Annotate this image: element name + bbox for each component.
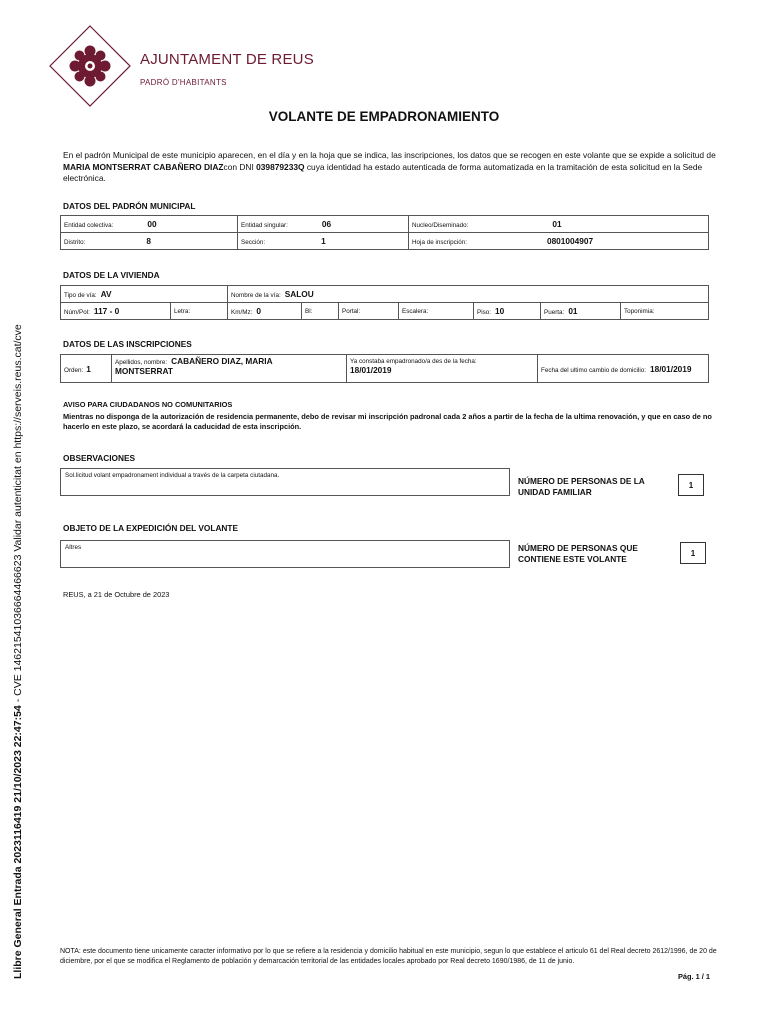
org-name: AJUNTAMENT DE REUS xyxy=(140,51,314,68)
padron-table xyxy=(60,215,709,250)
org-subtitle: PADRÓ D'HABITANTS xyxy=(140,78,227,87)
section-vivienda-heading: DATOS DE LA VIVIENDA xyxy=(63,270,160,280)
observaciones-box: Sol.licitud volant empadronament individual a través de la carpeta ciutadana. xyxy=(60,468,510,496)
ajuntament-reus-logo xyxy=(48,24,132,108)
nombre-via-cell: Nombre de la vía: SALOU xyxy=(228,286,709,303)
aviso-title: AVISO PARA CIUDADANOS NO COMUNITARIOS xyxy=(63,400,233,409)
letra-cell: Letra: xyxy=(171,303,228,320)
orden-cell: Orden: 1 xyxy=(61,355,112,383)
legal-note: NOTA: este documento tiene unicamente caracter informativo por lo que se refiere a la residencia y domicilio habitual en este municipio, segun lo que establece el articulo 61 del Real decreto 2612/1996, de 20 de diciembre, por el que se modifica el Reglamento de población y demarcación territorial de las entidades locales aprobado por Real decreto 1690/1986, de 11 de junio. xyxy=(60,948,717,965)
distrito-cell: Distrito: 8 xyxy=(61,233,238,250)
inscripciones-table xyxy=(60,354,709,383)
section-inscripciones-heading: DATOS DE LAS INSCRIPCIONES xyxy=(63,339,192,349)
puerta-cell: Puerta: 01 xyxy=(541,303,621,320)
issue-date: REUS, a 21 de Octubre de 2023 xyxy=(63,590,170,599)
cambio-cell: Fecha del ultimo cambio de domicilio: 18/01/2019 xyxy=(538,355,709,383)
constaba-cell: Ya constaba empadronado/a des de la fecha: 18/01/2019 xyxy=(347,355,538,383)
aviso-text: Mientras no disponga de la autorización de residencia permanente, debo de revisar mi inscripción padronal cada 2 años a partir de la fecha de la ultima renovación, y que en caso de no hacerlo en este plazo, se acordará la caducidad de esta inscripción. xyxy=(63,412,712,431)
toponimia-cell: Toponimia: xyxy=(621,303,709,320)
applicant-dni: 039879233Q xyxy=(256,161,305,172)
apellidos-cell: Apellidos, nombre: CABAÑERO DIAZ, MARIA MONTSERRAT xyxy=(112,355,347,383)
unidad-familiar-count: 1 xyxy=(678,474,704,496)
personas-volante-label: NÚMERO DE PERSONAS QUE CONTIENE ESTE VOLANTE xyxy=(518,543,638,564)
bl-cell: Bl: xyxy=(302,303,339,320)
section-padron-heading: DATOS DEL PADRÓN MUNICIPAL xyxy=(63,201,196,211)
entidad-colectiva-cell: Entidad colectiva: 00 xyxy=(61,216,238,233)
entidad-singular-cell: Entidad singular: 06 xyxy=(238,216,409,233)
page-number: Pág. 1 / 1 xyxy=(677,972,710,981)
intro-paragraph: En el padrón Municipal de este municipio aparecen, en el día y en la hoja que se indica, las inscripciones, los datos que se recogen en este volante que se expide a solicitud de MARIA MONTSERRAT CABAÑERO DIAZcon DNI 039879233Q cuya identidad ha estado autenticada de forma automatizada en la tramitación de esta solicitud en la Sede electrónica. xyxy=(63,150,716,183)
objeto-box: Altres xyxy=(60,540,510,568)
section-observaciones-heading: OBSERVACIONES xyxy=(63,453,136,463)
side-registry-stamp: Llibre General Entrada 2023116419 21/10/2023 22:47:54 - CVE 14621541036664466623 Validar autenticitat en https://serveis.reus.cat/cve xyxy=(12,324,24,979)
piso-cell: Piso: 10 xyxy=(474,303,541,320)
applicant-name: MARIA MONTSERRAT CABAÑERO DIAZ xyxy=(63,161,224,172)
personas-volante-count: 1 xyxy=(680,542,706,564)
nucleo-cell: Nucleo/Diseminado: 01 xyxy=(409,216,709,233)
num-cell: Núm/Pol: 117 - 0 xyxy=(61,303,171,320)
unidad-familiar-label: NÚMERO DE PERSONAS DE LA UNIDAD FAMILIAR xyxy=(518,476,645,497)
km-cell: Km/Mz: 0 xyxy=(228,303,302,320)
tipo-via-cell: Tipo de vía: AV xyxy=(61,286,228,303)
portal-cell: Portal: xyxy=(339,303,399,320)
section-objeto-heading: OBJETO DE LA EXPEDICIÓN DEL VOLANTE xyxy=(63,523,239,533)
document-title: VOLANTE DE EMPADRONAMIENTO xyxy=(268,109,500,124)
vivienda-table xyxy=(60,285,709,320)
escalera-cell: Escalera: xyxy=(399,303,474,320)
seccion-cell: Sección: 1 xyxy=(238,233,409,250)
hoja-cell: Hoja de inscripción: 0801004907 xyxy=(409,233,709,250)
